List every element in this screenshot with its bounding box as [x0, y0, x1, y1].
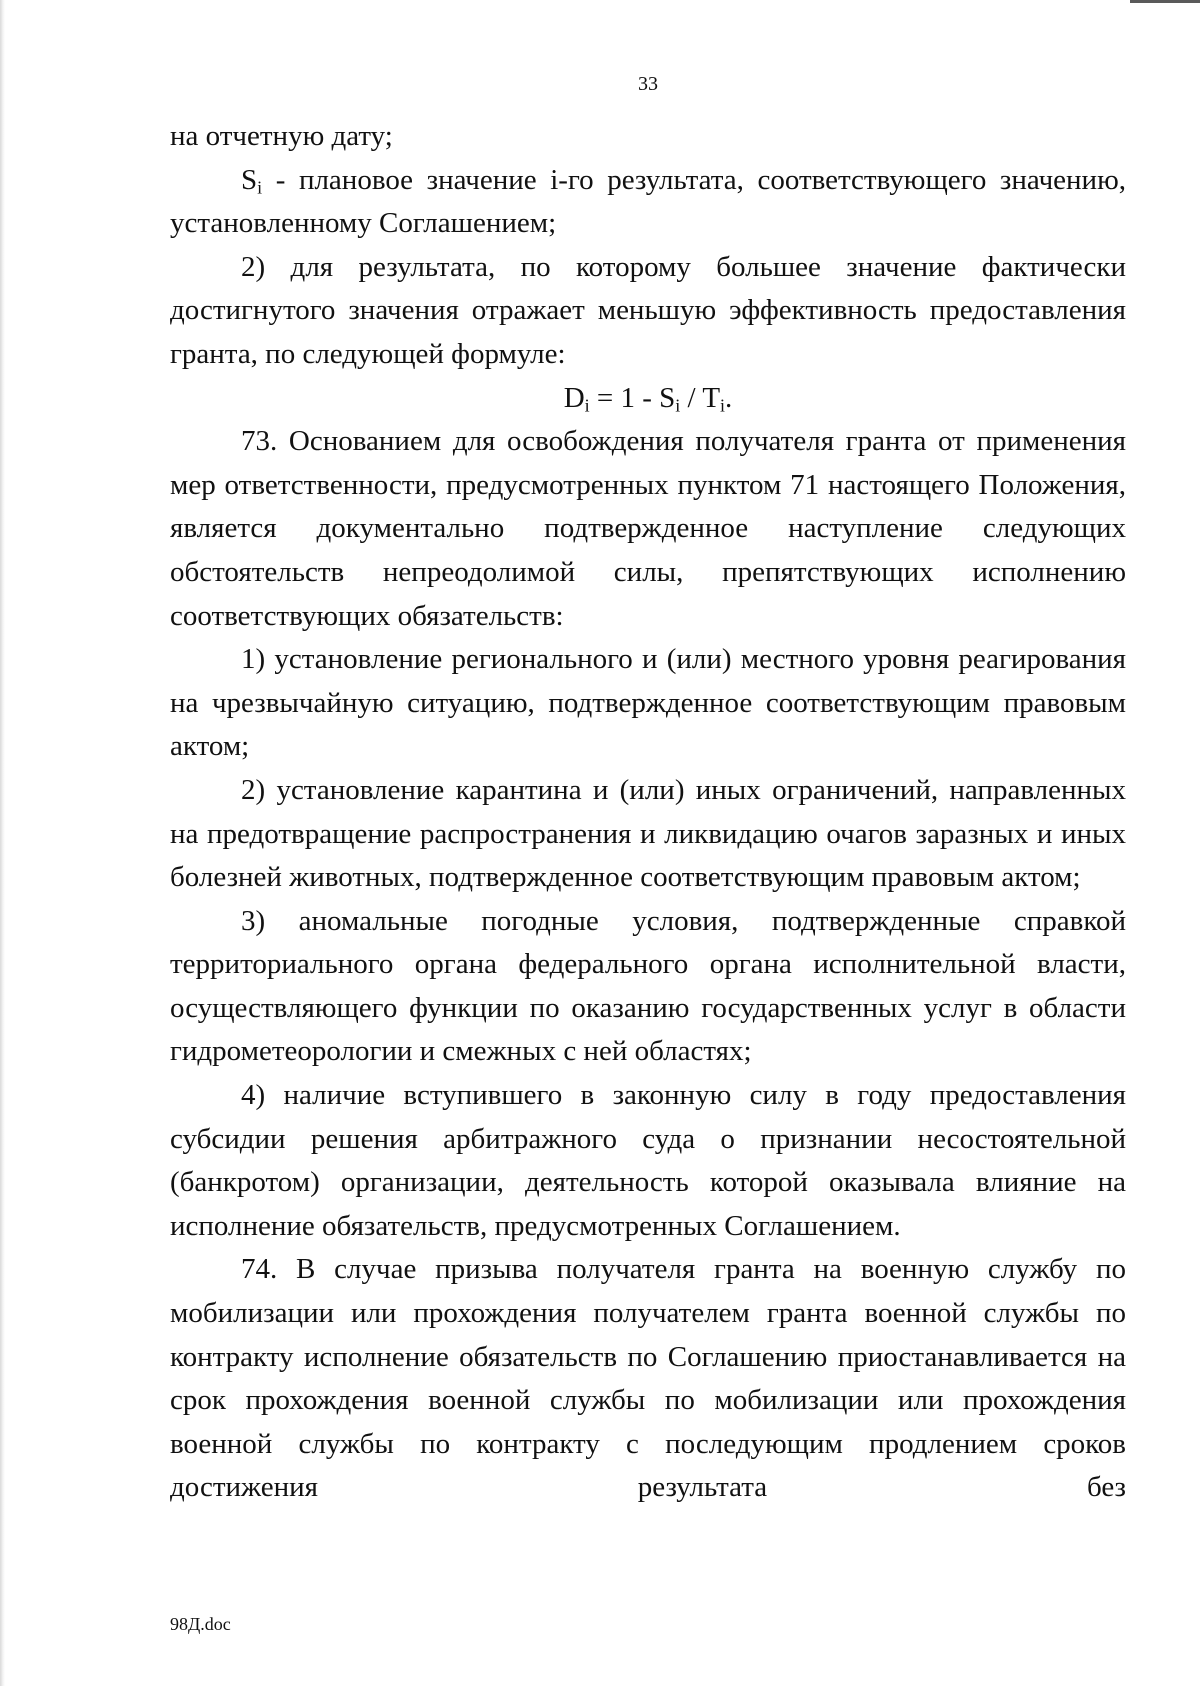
s-definition-text: - плановое значение i-го результата, соответствующего значению, установленному Соглашением; [170, 163, 1126, 240]
scan-top-edge-mark [1130, 0, 1200, 3]
paragraph-item-2-formula-intro: 2) для результата, по которому большее значение фактически достигнутого значения отражает меньшую эффективность предоставления гранта, по следующей формуле: [170, 250, 1126, 370]
paragraph-s-definition [170, 159, 1126, 246]
document-body [170, 115, 1126, 1510]
footer-filename: 98Д.doc [170, 1614, 231, 1634]
paragraph-intro: на отчетную дату; [170, 120, 393, 152]
formula-d-subscript: i [584, 395, 590, 416]
formula-end: . [725, 381, 733, 414]
formula-mid: = 1 - S [589, 381, 676, 414]
list-item-3: 3) аномальные погодные условия, подтвержденные справкой территориального органа федерального органа исполнительной власти, осуществляющего функции по оказанию государственных услуг в области гидрометеорологии и смежных с ней областях; [170, 904, 1126, 1068]
formula-d: D [563, 381, 585, 414]
paragraph-73: 73. Основанием для освобождения получателя гранта от применения мер ответственности, предусмотренных пунктом 71 настоящего Положения, является документально подтвержденное наступление следующих обстоятельств непреодолимой силы, препятствующих исполнению соответствующих обязательств: [170, 425, 1126, 632]
page-number: 33 [638, 73, 658, 95]
formula [170, 377, 1126, 421]
list-item-1: 1) установление регионального и (или) местного уровня реагирования на чрезвычайную ситуацию, подтвержденное соответствующим правовым актом; [170, 643, 1126, 763]
formula-t-subscript: i [720, 395, 726, 416]
scan-left-edge [0, 0, 5, 1686]
formula-s-subscript: i [675, 395, 681, 416]
s-subscript: i [257, 177, 263, 198]
s-variable: S [241, 163, 258, 196]
paragraph-74: 74. В случае призыва получателя гранта на военную службу по мобилизации или прохождения получателем гранта военной службы по контракту исполнение обязательств по Соглашению приостанавливается на срок прохождения военной службы по мобилизации или прохождения военной службы по контракту с последующим продлением сроков достижения результата без [170, 1253, 1126, 1504]
list-item-4: 4) наличие вступившего в законную силу в году предоставления субсидии решения арбитражного суда о признании несостоятельной (банкротом) организации, деятельность которой оказывала влияние на исполнение обязательств, предусмотренных Соглашением. [170, 1079, 1126, 1242]
formula-mid2: / T [680, 381, 721, 414]
list-item-2: 2) установление карантина и (или) иных ограничений, направленных на предотвращение распространения и ликвидацию очагов заразных и иных болезней животных, подтвержденное соответствующим правовым актом; [170, 773, 1126, 894]
